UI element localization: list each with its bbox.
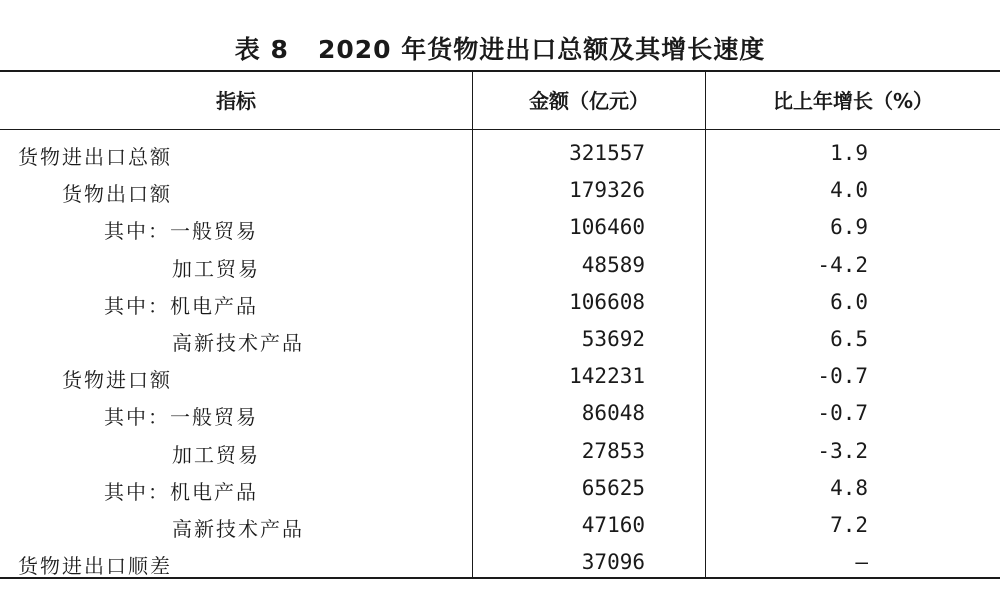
row-amount: 86048 (581, 401, 645, 426)
row-amount: 65625 (581, 475, 645, 500)
header-rule (0, 129, 1000, 130)
row-label: 货物出口额 (62, 182, 172, 207)
row-amount: 37096 (581, 550, 645, 575)
table-row (0, 250, 1000, 287)
table-row (0, 361, 1000, 398)
table-row (0, 212, 1000, 249)
row-amount: 48589 (581, 252, 645, 277)
top-rule (0, 70, 1000, 72)
row-label: 其中：机电产品 (104, 293, 258, 318)
table-title: 表 8 2020 年货物进出口总额及其增长速度 (234, 35, 766, 64)
row-amount: 321557 (569, 141, 645, 165)
table-row (0, 398, 1000, 435)
row-amount: 179326 (569, 178, 645, 203)
row-label: 其中：一般贸易 (104, 219, 258, 244)
table-row (0, 138, 1000, 175)
row-amount: 47160 (581, 512, 645, 537)
row-label: 高新技术产品 (172, 516, 304, 541)
row-growth: 4.0 (830, 178, 868, 203)
header-growth: 比上年增长（%） (772, 89, 934, 113)
table-row (0, 436, 1000, 473)
row-label: 其中：机电产品 (104, 479, 258, 504)
header-indicator: 指标 (216, 89, 256, 113)
row-amount: 106608 (569, 289, 645, 314)
row-label: 其中：一般贸易 (104, 405, 258, 430)
table-body (0, 138, 1000, 584)
row-amount: 106460 (569, 215, 645, 240)
table-row (0, 175, 1000, 212)
row-label: 货物进口额 (62, 368, 172, 393)
table-row (0, 287, 1000, 324)
row-growth: 1.9 (830, 141, 868, 165)
row-label: 加工贸易 (172, 256, 260, 281)
row-growth: -0.7 (817, 401, 868, 426)
row-label: 高新技术产品 (172, 330, 304, 355)
table-row (0, 324, 1000, 361)
row-growth: 6.9 (830, 215, 868, 240)
row-growth: 6.5 (830, 326, 868, 351)
row-label: 加工贸易 (172, 442, 260, 467)
row-amount: 53692 (581, 326, 645, 351)
row-growth: -0.7 (817, 364, 868, 389)
row-growth: 4.8 (830, 475, 868, 500)
row-label: 货物进出口总额 (18, 145, 172, 169)
row-amount: 142231 (569, 364, 645, 389)
row-growth: -3.2 (817, 438, 868, 463)
header-amount: 金额（亿元） (529, 89, 649, 113)
row-amount: 27853 (581, 438, 645, 463)
row-growth: -4.2 (817, 252, 868, 277)
row-growth: — (855, 550, 868, 575)
table-row (0, 473, 1000, 510)
table-row (0, 547, 1000, 584)
row-label: 货物进出口顺差 (18, 554, 172, 579)
table-row (0, 510, 1000, 547)
row-growth: 7.2 (830, 512, 868, 537)
row-growth: 6.0 (830, 289, 868, 314)
